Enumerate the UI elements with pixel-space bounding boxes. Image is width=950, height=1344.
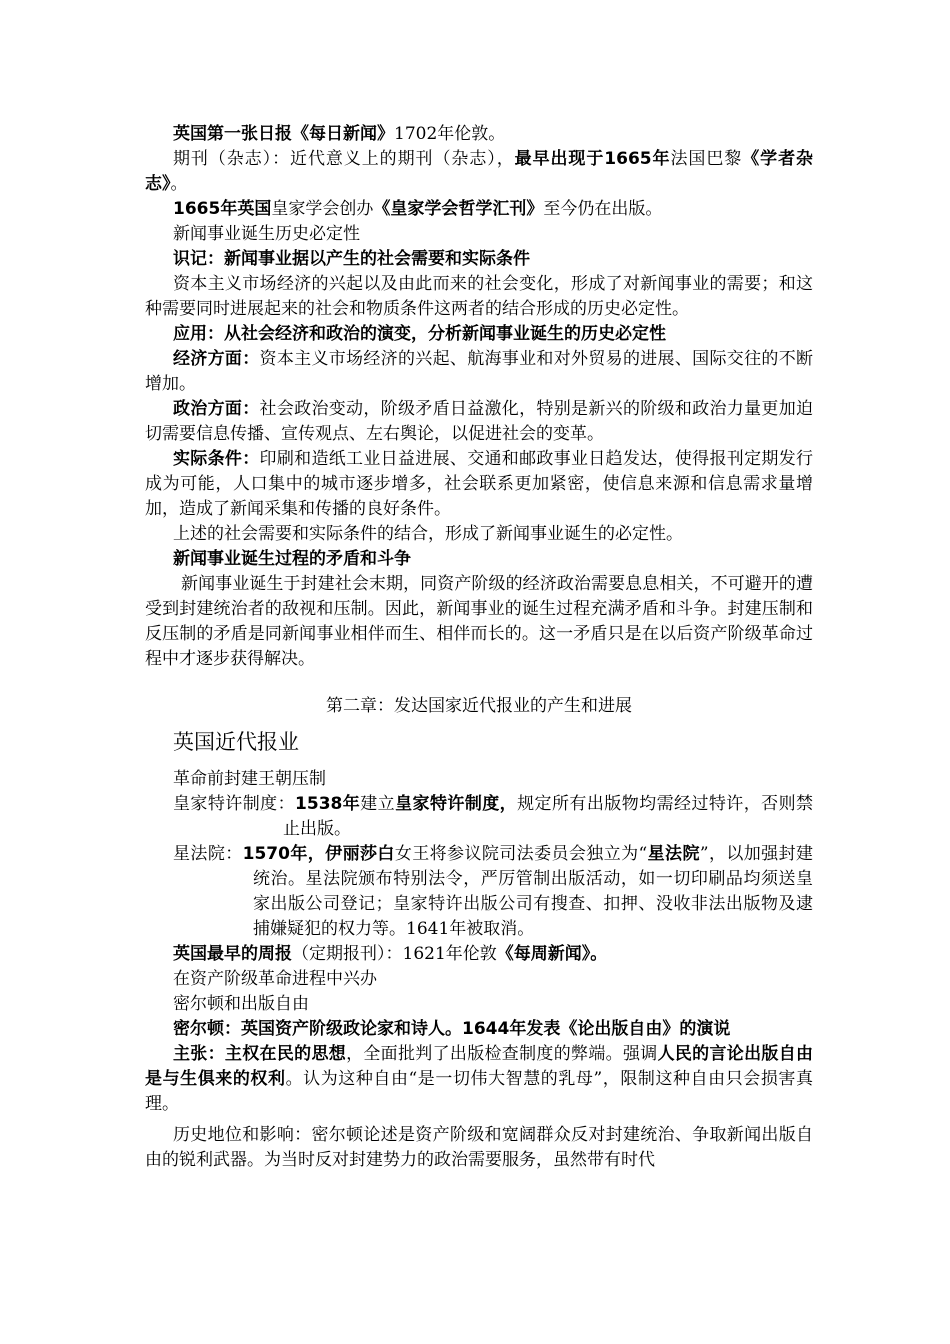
conditions-paragraph: 实际条件：印刷和造纸工业日益进展、交通和邮政事业日趋发达，使得报刊定期发行成为可能，人口集中的城市逐步增多，社会联系更加紧密，使信息来源和信息需求量增加，造成了新闻采集和传播的良好条件。 [145, 449, 814, 519]
star-chamber-paragraph: 星法院：1570年，伊丽莎白女王将参议院司法委员会独立为“星法院”，以加强封建统治。星法院颁布特别法令，严厉管制出版活动，如一切印刷品均须送皇家出版公司登记；皇家特许出版公司有搜查、扣押、没收非法出版物及逮捕嫌疑犯的权力等。1641年被取消。 [173, 844, 813, 939]
birth-heading: 新闻事业诞生历史必定性 [173, 224, 360, 244]
claim-paragraph: 主张：主权在民的思想，全面批判了出版检查制度的弊端。强调人民的言论出版自由是与生俱来的权利。认为这种自由“是一切伟大智慧的乳母”，限制这种自由只会损害真理。 [145, 1044, 814, 1114]
recall-heading: 识记：新闻事业据以产生的社会需要和实际条件 [173, 249, 530, 269]
in-revolution-heading: 在资产阶级革命进程中兴办 [173, 969, 377, 989]
document-page [145, 122, 813, 1173]
periodical-paragraph: 期刊（杂志）：近代意义上的期刊（杂志），最早出现于1665年法国巴黎《学者杂志》。 [145, 149, 814, 194]
recall-paragraph: 资本主义市场经济的兴起以及由此而来的社会变化，形成了对新闻事业的需要；和这种需要同时进展起来的社会和物质条件这两者的结合形成的历史必定性。 [145, 274, 813, 319]
bold-text: 《学者杂志》 [145, 149, 814, 194]
conflict-heading: 新闻事业诞生过程的矛盾和斗争 [173, 549, 411, 569]
conflict-paragraph: 新闻事业诞生于封建社会末期，同资产阶级的经济政治需要息息相关，不可避开的遭受到封建统治者的敌视和压制。因此，新闻事业的诞生过程充满矛盾和斗争。封建压制和反压制的矛盾是同新闻事业相伴而生、相伴而长的。这一矛盾只是在以后资产阶级革命过程中才逐步获得解决。 [145, 574, 813, 669]
bold-text: 1665年英国 [173, 199, 272, 219]
apply-heading: 应用：从社会经济和政治的演变，分析新闻事业诞生的历史必定性 [173, 324, 666, 344]
chapter-title: 第二章：发达国家近代报业的产生和进展 [326, 696, 632, 716]
section-title: 英国近代报业 [173, 730, 299, 754]
milton-paragraph: 密尔顿：英国资产阶级政论家和诗人。1644年发表《论出版自由》的演说 [173, 1019, 731, 1039]
patent-paragraph: 皇家特许制度：1538年建立皇家特许制度，规定所有出版物均需经过特许，否则禁止出版。 [173, 794, 814, 839]
milton-heading: 密尔顿和出版自由 [173, 994, 309, 1014]
weekly-paragraph: 英国最早的周报（定期报刊）：1621年伦敦《每周新闻》。 [173, 944, 608, 964]
politics-paragraph: 政治方面：社会政治变动，阶级矛盾日益激化，特别是新兴的阶级和政治力量更加迫切需要信息传播、宣传观点、左右舆论，以促进社会的变革。 [145, 399, 814, 444]
first-daily-paragraph: 英国第一张日报《每日新闻》1702年伦敦。 [173, 124, 506, 144]
summary-paragraph: 上述的社会需要和实际条件的结合，形成了新闻事业诞生的必定性。 [173, 524, 683, 544]
bold-text: 《皇家学会哲学汇刊》 [373, 199, 544, 219]
economy-paragraph: 经济方面：资本主义市场经济的兴起、航海事业和对外贸易的进展、国际交往的不断增加。 [145, 349, 814, 394]
history-paragraph: 历史地位和影响：密尔顿论述是资产阶级和宽阔群众反对封建统治、争取新闻出版自由的锐利武器。为当时反对封建势力的政治需要服务，虽然带有时代 [145, 1125, 813, 1170]
pre-revolution-heading: 革命前封建王朝压制 [173, 769, 326, 789]
bold-text: 最早出现于1665年 [514, 149, 671, 169]
royal-society-paragraph: 1665年英国皇家学会创办《皇家学会哲学汇刊》至今仍在出版。 [173, 199, 663, 219]
bold-text: 英国第一张日报《每日新闻》 [173, 124, 394, 144]
